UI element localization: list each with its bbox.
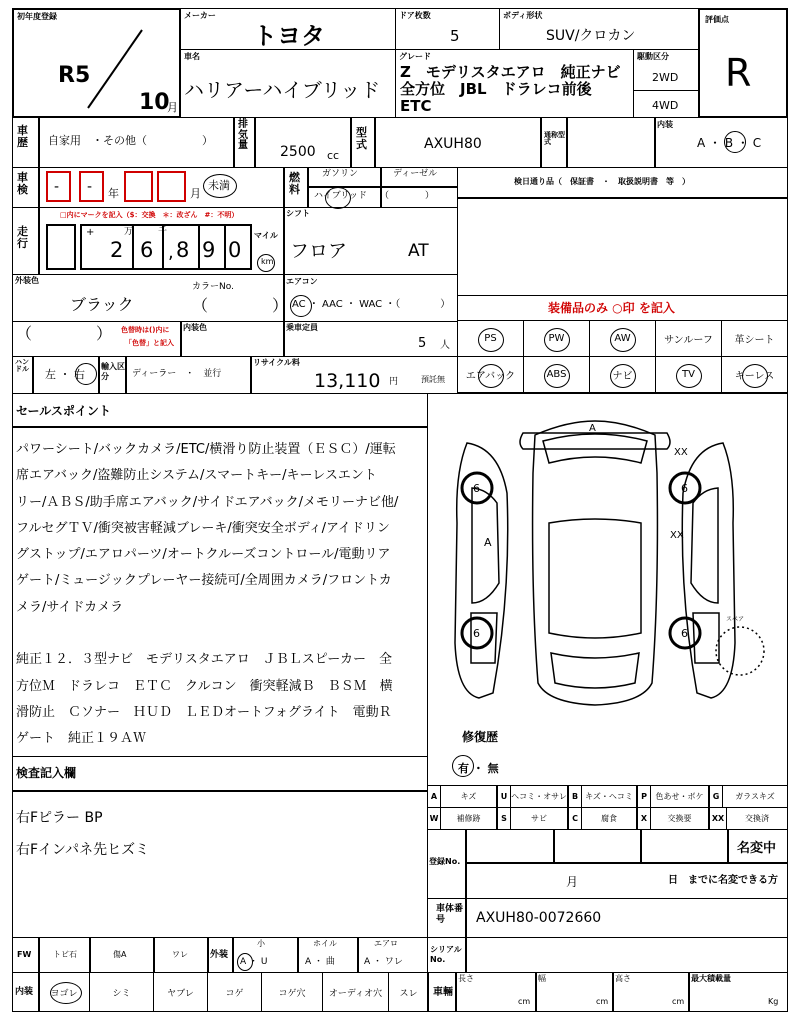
sales-point-line: 方位Ｍ ドラレコ ＥＴＣ クルコン 衝突軽減Ｂ ＢＳＭ 横 bbox=[16, 678, 393, 694]
equipment-checked-circle bbox=[742, 364, 768, 388]
mark-right-door: XX bbox=[670, 530, 684, 541]
mileage-digit: 9 bbox=[202, 238, 216, 262]
dims-label: 車輛 bbox=[433, 987, 453, 998]
color-label: 外装色 bbox=[15, 276, 39, 285]
legend-label: ガラスキズ bbox=[722, 785, 788, 808]
mileage-digit: 2 bbox=[110, 238, 124, 262]
tire-rl-value: 6 bbox=[473, 627, 480, 640]
doors-box bbox=[395, 8, 500, 50]
grade-score-box bbox=[698, 8, 788, 118]
inspection-year-unit: 年 bbox=[108, 187, 119, 200]
equipment-label: TV bbox=[682, 369, 695, 380]
length-label: 長さ bbox=[458, 974, 474, 983]
aero-value: A ・ ワレ bbox=[364, 957, 403, 967]
interior-defect-label: コゲ穴 bbox=[278, 988, 306, 999]
mileage-digit: 0 bbox=[228, 238, 242, 262]
legend-code: W bbox=[427, 807, 441, 830]
equipment-label: エアバック bbox=[465, 371, 516, 382]
interior-defect-item bbox=[207, 972, 262, 1012]
displacement-unit: cc bbox=[327, 149, 340, 162]
equipment-label: 装備品のみ ○印 を記入 bbox=[548, 301, 675, 315]
displacement-label: 排気量 bbox=[238, 119, 248, 151]
recycle-unit: 円 bbox=[389, 377, 399, 387]
import-label: 輸入区分 bbox=[101, 362, 125, 381]
length-unit: cm bbox=[518, 997, 531, 1006]
equipment-label: AW bbox=[614, 333, 631, 344]
color-value: ブラック bbox=[70, 295, 134, 314]
inspection-label: 車検 bbox=[17, 171, 28, 196]
legend-code: A bbox=[427, 785, 441, 808]
sales-points-label: セールスポイント bbox=[16, 404, 111, 418]
history-label: 車歴 bbox=[17, 124, 28, 149]
ac-value: AC ・ AAC ・ WAC ・（ ） bbox=[292, 299, 451, 310]
small-a-circle bbox=[237, 953, 253, 971]
registration-month: 月 bbox=[566, 875, 579, 889]
height-label: 高さ bbox=[615, 974, 631, 983]
doors-label: ドア枚数 bbox=[399, 11, 431, 20]
legend-label: 交換要 bbox=[650, 807, 709, 830]
car-top-body bbox=[533, 421, 658, 705]
kizu-label: 傷A bbox=[113, 950, 127, 959]
tire-rr-value: 6 bbox=[681, 627, 688, 640]
inspection-note-1: 右Fピラー BP bbox=[16, 810, 103, 826]
interior-defect-label: シミ bbox=[112, 988, 131, 999]
interior-defect-item bbox=[89, 972, 154, 1012]
sales-point-line: パワーシート/バックカメラ/ETC/横滑り防止装置（ＥＳＣ）/運転 bbox=[16, 442, 396, 457]
legend-label: 補修跡 bbox=[440, 807, 497, 830]
spare-tire bbox=[716, 627, 764, 675]
car-diagram bbox=[427, 393, 788, 786]
height-unit: cm bbox=[672, 997, 685, 1006]
history-value: 自家用 ・その他（ ） bbox=[48, 134, 213, 147]
handle-right-circle bbox=[75, 363, 97, 385]
capacity-unit: 人 bbox=[440, 340, 450, 351]
km-label: km bbox=[261, 257, 274, 266]
color-change-paren: （ ） bbox=[16, 324, 113, 343]
legend-code: P bbox=[637, 785, 651, 808]
equipment-checked-circle bbox=[676, 364, 702, 388]
sales-point-line: 席エアバック/盗難防止システム/スマートキー/キーレスエント bbox=[16, 468, 377, 484]
first-reg-year: R5 bbox=[58, 63, 91, 88]
registration-day: 日 までに名変できる方 bbox=[668, 875, 778, 886]
handle-value: 左 ・ 右 bbox=[45, 368, 85, 381]
fuel-label: 燃料 bbox=[289, 171, 300, 196]
mileage-unit-sen: 千 bbox=[158, 227, 168, 237]
interior-grade-circle bbox=[724, 131, 746, 153]
legend-label: 交換済 bbox=[726, 807, 788, 830]
interior-defect-label: スレ bbox=[399, 988, 418, 999]
equipment-label: 革シート bbox=[734, 335, 775, 346]
legend-label: 腐食 bbox=[581, 807, 637, 830]
equipment-item bbox=[721, 356, 788, 393]
inspection-note-2: 右Fインパネ先ヒズミ bbox=[16, 842, 150, 858]
legend-code: G bbox=[709, 785, 723, 808]
inspection-none-circle bbox=[203, 174, 237, 198]
import-value: ディーラー ・ 並行 bbox=[132, 369, 222, 379]
interior-dirt-circle bbox=[50, 982, 82, 1004]
equipment-item bbox=[523, 320, 590, 357]
maker-value: トヨタ bbox=[253, 22, 325, 50]
sales-point-line: ゲート 純正１９ＡＷ bbox=[16, 731, 147, 747]
recycle-status: 預託無 bbox=[421, 375, 445, 384]
shift-type: フロア bbox=[290, 240, 348, 262]
body-box bbox=[499, 8, 699, 50]
repair-label: 修復歴 bbox=[462, 730, 499, 744]
grade-box bbox=[395, 49, 634, 118]
mark-right-top: XX bbox=[674, 447, 688, 458]
car-name-box bbox=[180, 49, 396, 118]
tire-fr-value: 6 bbox=[681, 482, 688, 495]
drive-4wd: 4WD bbox=[652, 99, 679, 112]
legend-label: 色あせ・ボケ bbox=[650, 785, 709, 808]
legend-label: キズ bbox=[440, 785, 497, 808]
small-value: A ・ U bbox=[240, 957, 268, 967]
sales-points-lines bbox=[16, 437, 426, 753]
equipment-item bbox=[589, 320, 656, 357]
inspection-notes-label: 検査記入欄 bbox=[16, 766, 77, 780]
wheel-value: A ・ 曲 bbox=[305, 957, 335, 967]
equipment-checked-circle bbox=[610, 328, 636, 352]
equipment-item bbox=[523, 356, 590, 393]
color-no-paren: （ ） bbox=[192, 296, 289, 315]
interior-defect-label: ヨゴレ bbox=[50, 988, 78, 999]
color-change-note2: 「色替」と記入 bbox=[125, 339, 174, 347]
car-right-side bbox=[682, 443, 735, 698]
grade-score-label: 評価点 bbox=[705, 15, 729, 24]
mileage-separator: , bbox=[168, 242, 174, 263]
fuel-hybrid-circle bbox=[325, 187, 351, 209]
mileage-unit-man: 万 bbox=[124, 227, 134, 237]
aero-label: エアロ bbox=[374, 939, 398, 948]
legend-code: B bbox=[568, 785, 582, 808]
registration-box bbox=[427, 829, 788, 899]
doors-value: 5 bbox=[450, 27, 460, 45]
mileage-digits: + 万 千 bbox=[80, 224, 252, 270]
car-name-label: 車名 bbox=[184, 52, 200, 61]
interior-defect-item bbox=[38, 972, 90, 1012]
drive-2wd: 2WD bbox=[652, 71, 679, 84]
wheel-label: ホイル bbox=[313, 939, 337, 948]
legend-label: ヘコミ・オサレ bbox=[510, 785, 568, 808]
first-reg-month: 10 bbox=[139, 90, 170, 115]
equipment-item bbox=[589, 356, 656, 393]
equipment-checked-circle bbox=[544, 328, 570, 352]
repair-yes-circle bbox=[452, 755, 474, 777]
shift-value: AT bbox=[408, 241, 429, 261]
fuel-diesel: ディーゼル bbox=[393, 169, 438, 179]
dims-box bbox=[427, 972, 788, 1012]
equipment-checked-circle bbox=[478, 364, 504, 388]
maker-label: メーカー bbox=[184, 11, 216, 20]
sales-point-line bbox=[16, 621, 426, 647]
width-unit: cm bbox=[596, 997, 609, 1006]
equipment-label: サンルーフ bbox=[664, 335, 713, 346]
drive-box bbox=[633, 49, 699, 118]
fw-label: FW bbox=[17, 950, 32, 959]
width-label: 幅 bbox=[538, 974, 546, 983]
sales-point-line: 純正１２．３型ナビ モデリスタエアロ ＪＢＬスピーカー 全 bbox=[16, 652, 392, 668]
tire-fl-value: 6 bbox=[473, 482, 480, 495]
interior-defect-label: オーディオ穴 bbox=[328, 988, 383, 999]
chassis-value: AXUH80-0072660 bbox=[476, 910, 602, 926]
legend-code: S bbox=[497, 807, 511, 830]
equipment-label: ABS bbox=[546, 369, 567, 380]
inspection-none: 未満 bbox=[208, 179, 230, 192]
ac-circle bbox=[290, 295, 312, 317]
mark-top: A bbox=[589, 423, 596, 434]
equipment-item bbox=[721, 320, 788, 357]
color-no-label: カラーNo. bbox=[192, 282, 234, 292]
common-model-label: 通称型式 bbox=[544, 131, 565, 146]
interior-defect-item bbox=[153, 972, 208, 1012]
mile-label: マイル bbox=[254, 231, 278, 240]
mileage-label: 走行 bbox=[17, 225, 28, 250]
equipment-checked-circle bbox=[478, 328, 504, 352]
small-label: 小 bbox=[257, 939, 265, 948]
equipment-item bbox=[457, 356, 524, 393]
sales-point-line: グストップ/エアロパーツ/オートクルーズコントロール/電動リア bbox=[16, 547, 391, 563]
interior-grades: A ・ B ・ C bbox=[697, 136, 762, 150]
equipment-label: キーレス bbox=[734, 371, 775, 382]
first-reg-month-unit: 月 bbox=[167, 101, 178, 114]
mark-left-door: A bbox=[484, 536, 492, 549]
handle-label: ハンドル bbox=[15, 358, 29, 373]
legend-code: XX bbox=[709, 807, 727, 830]
drive-label: 駆動区分 bbox=[637, 52, 669, 61]
legend-label: サビ bbox=[510, 807, 568, 830]
legend-code: C bbox=[568, 807, 582, 830]
docs-box bbox=[457, 167, 788, 296]
sales-point-line: ゲート/ミュージックプレーヤー接続可/全周囲カメラ/フロントカ bbox=[16, 573, 392, 589]
displacement-value: 2500 bbox=[280, 144, 316, 160]
tobiishi-label: トビ石 bbox=[53, 950, 77, 959]
legend-code: U bbox=[497, 785, 511, 808]
chassis-label: 車体番号 bbox=[436, 904, 464, 925]
body-label: ボディ形状 bbox=[503, 11, 543, 20]
inspection-year-dash2: - bbox=[87, 179, 93, 195]
interior-defect-label: コゲ bbox=[225, 988, 244, 999]
mileage-box-mark bbox=[46, 224, 76, 270]
grade-label: グレード bbox=[399, 52, 431, 61]
registration-label: 登録No. bbox=[429, 857, 461, 866]
recycle-value: 13,110 bbox=[314, 370, 381, 392]
model-label: 型式 bbox=[356, 126, 367, 151]
exterior-label: 外装 bbox=[210, 950, 229, 960]
capacity-value: 5 bbox=[418, 336, 427, 351]
legend-label: キズ・ヘコミ bbox=[581, 785, 637, 808]
sales-point-line: フルセグＴＶ/衝突被害軽減ブレーキ/衝突安全ボディ/アイドリン bbox=[16, 520, 390, 536]
inspection-month-unit: 月 bbox=[190, 187, 201, 200]
equipment-item bbox=[457, 320, 524, 357]
shift-label: シフト bbox=[286, 209, 310, 218]
interior-label: 内装 bbox=[657, 120, 673, 129]
interior-defect-item bbox=[322, 972, 389, 1012]
inspection-year-dash: - bbox=[54, 179, 60, 195]
sales-point-line: 滑防止 Ｃソナー ＨＵＤ ＬＥＤオートフォグライト 電動Ｒ bbox=[16, 704, 392, 720]
fuel-hybrid: ハイブリッド bbox=[314, 191, 368, 201]
repair-value: 有 ・ 無 bbox=[458, 762, 499, 775]
mileage-digit: 6 bbox=[140, 238, 154, 262]
color-change-note1: 色替時は()内に bbox=[121, 326, 170, 334]
equipment-label: PS bbox=[484, 333, 497, 344]
grade-score-value: R bbox=[725, 51, 752, 95]
body-value: SUV/クロカン bbox=[546, 28, 636, 44]
bottom-interior-label: 内装 bbox=[15, 987, 34, 997]
serial-label: シリアルNo. bbox=[430, 945, 462, 964]
serial-box bbox=[427, 937, 788, 973]
equipment-checked-circle bbox=[544, 364, 570, 388]
equipment-label: PW bbox=[548, 333, 565, 344]
car-name-value: ハリアーハイブリッド bbox=[184, 78, 381, 102]
maker-box bbox=[180, 8, 396, 50]
legend-code: X bbox=[637, 807, 651, 830]
interior-defect-item bbox=[388, 972, 429, 1012]
equipment-item bbox=[655, 320, 722, 357]
equipment-label: ナビ bbox=[612, 371, 633, 382]
spare-label: スペア bbox=[726, 616, 745, 623]
mileage-note: □内にマークを記入（$：交換 ＊：改ざん #：不明） bbox=[60, 211, 239, 219]
ac-label: エアコン bbox=[286, 277, 318, 286]
mileage-digit: 8 bbox=[176, 238, 190, 262]
km-circle bbox=[257, 254, 275, 272]
grade-value: Z モデリスタエアロ 純正ナビ 全方位 JBL ドラレコ前後 ETC bbox=[400, 63, 636, 115]
weight-unit: Kg bbox=[768, 997, 779, 1006]
interior-defect-item bbox=[261, 972, 323, 1012]
ware-label: ワレ bbox=[172, 950, 188, 959]
first-reg-label: 初年度登録 bbox=[17, 12, 57, 21]
capacity-label: 乗車定員 bbox=[286, 323, 318, 332]
equipment-checked-circle bbox=[610, 364, 636, 388]
interior-defect-label: ヤブレ bbox=[167, 988, 194, 999]
model-value: AXUH80 bbox=[424, 136, 482, 152]
weight-label: 最大積載量 bbox=[691, 974, 731, 983]
sales-point-line: メラ/サイドカメラ bbox=[16, 599, 124, 615]
recycle-label: リサイクル料 bbox=[253, 358, 300, 367]
docs-label: 検日通り品（ 保証書 ・ 取扱説明書 等 ） bbox=[514, 177, 690, 186]
fuel-other: （ ） bbox=[380, 191, 435, 201]
equipment-item bbox=[655, 356, 722, 393]
sales-point-line: リー/ＡＢＳ/助手席エアバック/サイドエアバック/メモリーナビ他/ bbox=[16, 494, 399, 510]
interior-color-label: 内装色 bbox=[183, 323, 207, 332]
first-reg-box bbox=[12, 8, 181, 118]
fuel-gasoline: ガソリン bbox=[322, 169, 359, 179]
name-change-label: 名変中 bbox=[737, 841, 777, 856]
